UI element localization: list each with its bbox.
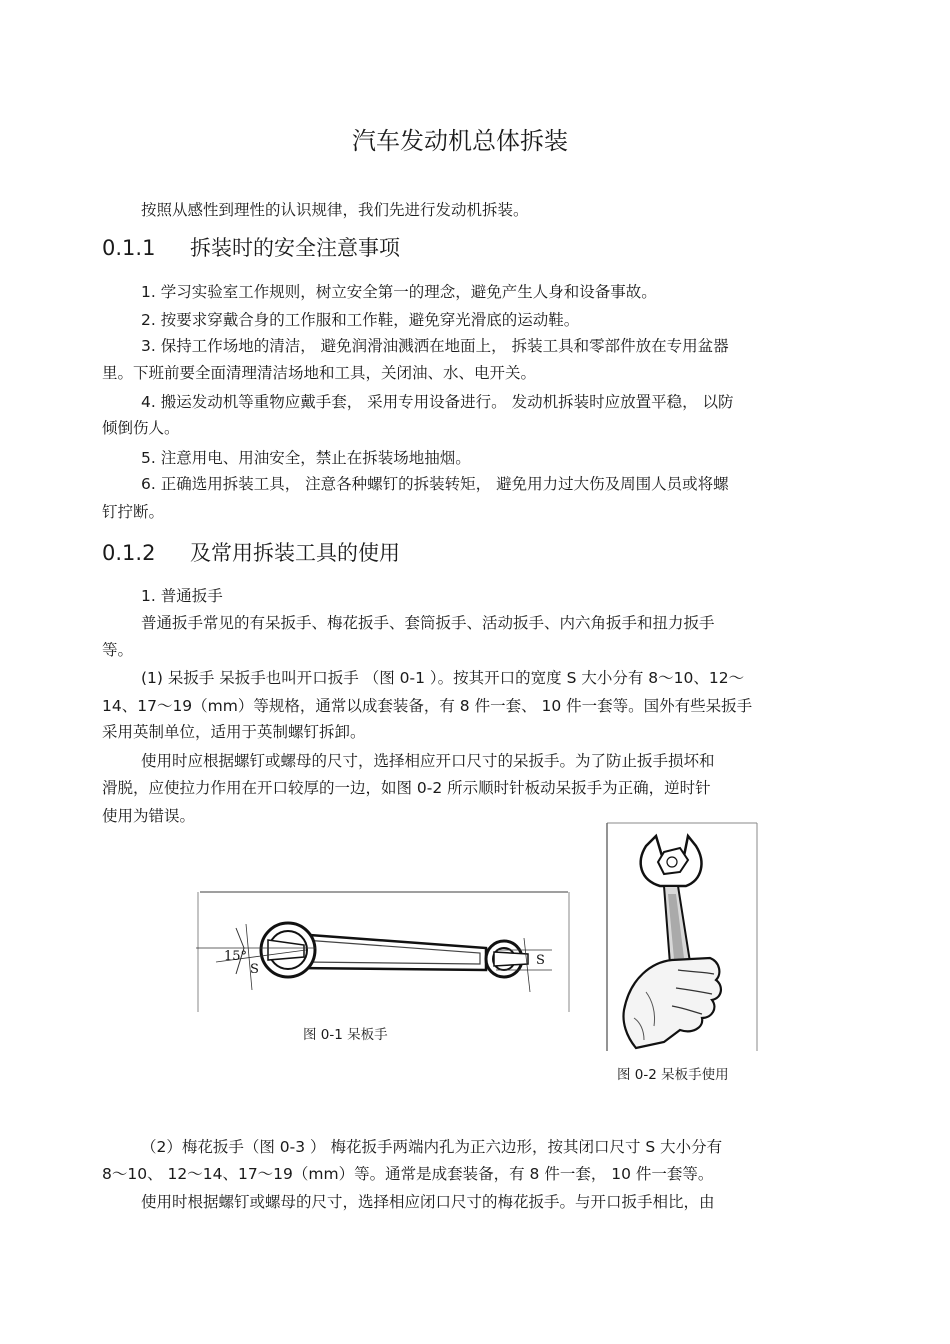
figure-wrench-usage <box>606 822 758 1052</box>
figure-open-end-wrench <box>196 890 572 1015</box>
section-number-0-1-2: 0.1.2 <box>102 541 156 565</box>
safety-item-3-cont: 里。下班前要全面清理清洁场地和工具，关闭油、水、电开关。 <box>102 364 537 382</box>
ring-wrench-line-3: 使用时根据螺钉或螺母的尺寸，选择相应闭口尺寸的梅花扳手。与开口扳手相比，由 <box>141 1193 715 1211</box>
figure-label-s-right: S <box>536 953 545 968</box>
tools-line-8: 滑脱，应使拉力作用在开口较厚的一边，如图 0-2 所示顺时针板动呆扳手为正确，逆时针 <box>102 779 711 797</box>
safety-item-5: 5. 注意用电、用油安全，禁止在拆装场地抽烟。 <box>141 449 471 467</box>
tools-line-7: 使用时应根据螺钉或螺母的尺寸，选择相应开口尺寸的呆扳手。为了防止扳手损坏和 <box>141 752 715 770</box>
safety-item-6: 6. 正确选用拆装工具， 注意各种螺钉的拆装转矩， 避免用力过大伤及周围人员或将螺 <box>141 475 729 493</box>
figure-0-1-caption: 图 0-1 呆板手 <box>303 1027 388 1043</box>
tools-line-2: 普通扳手常见的有呆扳手、梅花扳手、套筒扳手、活动扳手、内六角扳手和扭力扳手 <box>141 614 715 632</box>
figure-0-2-caption: 图 0-2 呆板手使用 <box>617 1067 729 1083</box>
tools-line-6: 采用英制单位，适用于英制螺钉拆卸。 <box>102 723 366 741</box>
tools-line-9: 使用为错误。 <box>102 807 196 825</box>
figure-label-s-left: S <box>250 962 259 977</box>
safety-item-6-cont: 钉拧断。 <box>102 503 165 521</box>
figure-label-15: 15° <box>224 949 248 964</box>
section-heading-safety: 拆装时的安全注意事项 <box>190 236 400 260</box>
safety-item-4: 4. 搬运发动机等重物应戴手套， 采用专用设备进行。 发动机拆装时应放置平稳， 以防 <box>141 393 734 411</box>
tools-line-3: 等。 <box>102 641 134 659</box>
tools-line-4: (1) 呆扳手 呆扳手也叫开口扳手 （图 0-1 ）。按其开口的宽度 S 大小分有 8～10、12～ <box>141 669 745 687</box>
safety-item-2: 2. 按要求穿戴合身的工作服和工作鞋，避免穿光滑底的运动鞋。 <box>141 311 580 329</box>
ring-wrench-line-1: （2）梅花扳手（图 0-3 ） 梅花扳手两端内孔为正六边形，按其闭口尺寸 S 大小分有 <box>141 1138 723 1156</box>
intro-paragraph: 按照从感性到理性的认识规律，我们先进行发动机拆装。 <box>141 201 529 219</box>
ring-wrench-line-2: 8～10、 12～14、17～19（mm）等。通常是成套装备，有 8 件一套， 10 件一套等。 <box>102 1165 714 1183</box>
safety-item-3: 3. 保持工作场地的清洁， 避免润滑油溅洒在地面上， 拆装工具和零部件放在专用盆器 <box>141 337 729 355</box>
tools-line-5: 14、17～19（mm）等规格，通常以成套装备，有 8 件一套、 10 件一套等。国外有些呆扳手 <box>102 697 753 715</box>
safety-item-4-cont: 倾倒伤人。 <box>102 419 180 437</box>
section-heading-tools: 及常用拆装工具的使用 <box>190 541 400 565</box>
section-number-0-1-1: 0.1.1 <box>102 236 156 260</box>
page-title: 汽车发动机总体拆装 <box>352 127 568 155</box>
tools-line-1: 1. 普通扳手 <box>141 587 223 605</box>
safety-item-1: 1. 学习实验室工作规则，树立安全第一的理念，避免产生人身和设备事故。 <box>141 283 657 301</box>
